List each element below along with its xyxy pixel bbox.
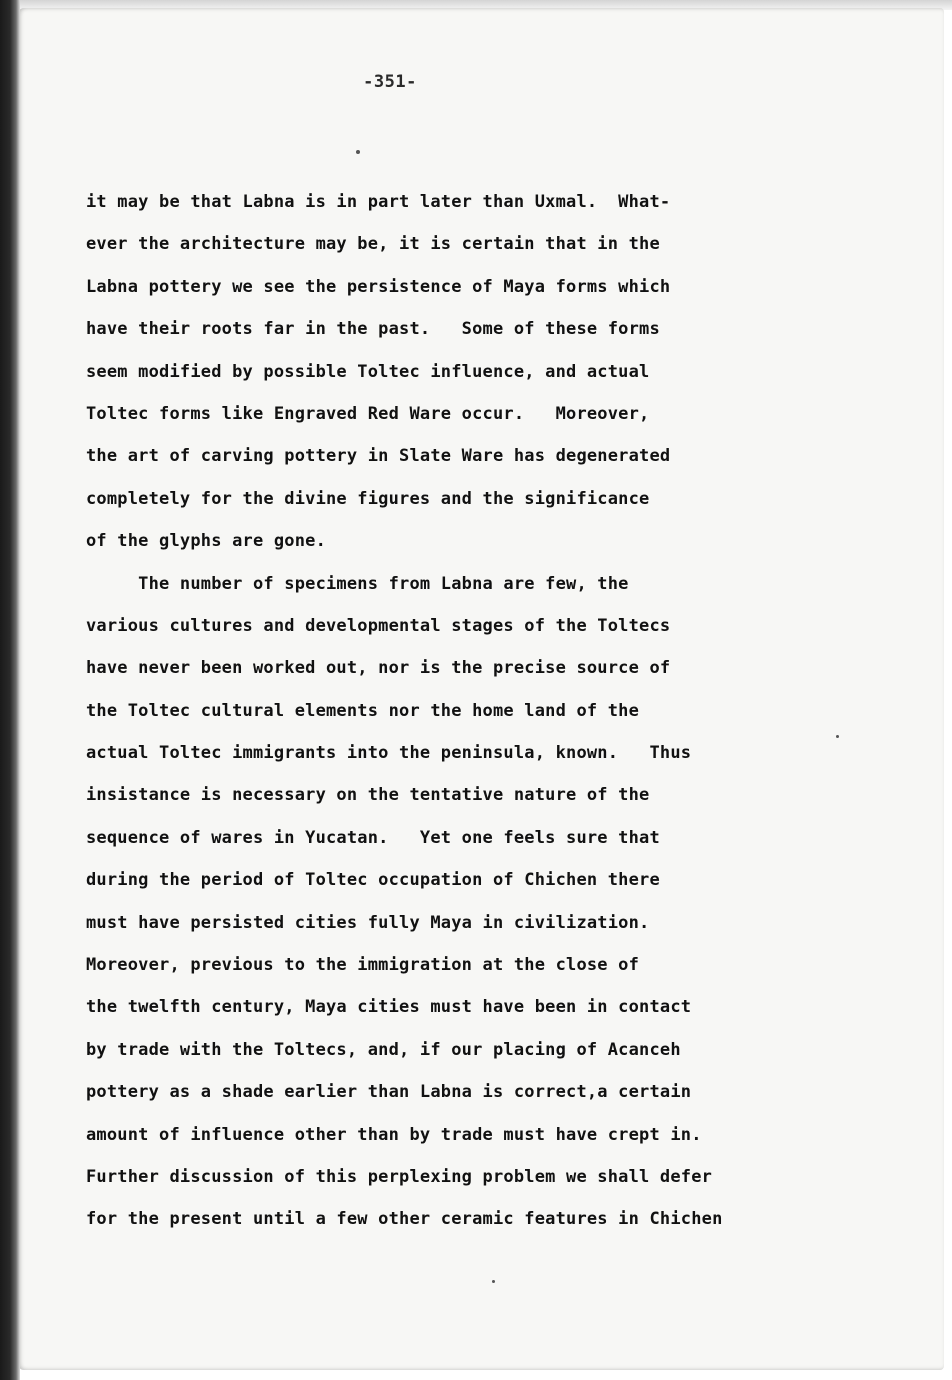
- text-line: Moreover, previous to the immigration at the close of: [86, 955, 640, 976]
- text-line: amount of influence other than by trade must have crept in.: [86, 1124, 702, 1145]
- text-line: Toltec forms like Engraved Red Ware occur. Moreover,: [86, 403, 650, 424]
- text-line: must have persisted cities fully Maya in civilization.: [86, 912, 650, 933]
- text-line: actual Toltec immigrants into the peninsula, known. Thus: [86, 743, 692, 764]
- text-line: the art of carving pottery in Slate Ware has degenerated: [86, 446, 671, 467]
- text-line: insistance is necessary on the tentative nature of the: [86, 785, 650, 806]
- text-line: pottery as a shade earlier than Labna is correct,a certain: [86, 1082, 692, 1103]
- text-line: Further discussion of this perplexing problem we shall defer: [86, 1166, 713, 1187]
- ink-speck: [492, 1280, 495, 1283]
- scan-left-edge: [0, 0, 20, 1380]
- text-line: completely for the divine figures and the significance: [86, 488, 650, 509]
- text-line: the twelfth century, Maya cities must have been in contact: [86, 997, 692, 1018]
- text-line: various cultures and developmental stages of the Toltecs: [86, 615, 671, 636]
- text-line: by trade with the Toltecs, and, if our placing of Acanceh: [86, 1039, 681, 1060]
- text-line: Labna pottery we see the persistence of Maya forms which: [86, 276, 671, 297]
- text-line: it may be that Labna is in part later than Uxmal. What-: [86, 192, 671, 212]
- text-line: the Toltec cultural elements nor the home land of the: [86, 700, 640, 721]
- body-text: [86, 187, 926, 1247]
- text-line: ever the architecture may be, it is certain that in the: [86, 234, 660, 255]
- text-line: The number of specimens from Labna are few, the: [86, 573, 629, 594]
- text-line: sequence of wares in Yucatan. Yet one feels sure that: [86, 827, 660, 848]
- text-line: for the present until a few other ceramic features in Chichen: [86, 1209, 723, 1230]
- text-line: seem modified by possible Toltec influence, and actual: [86, 361, 650, 382]
- ink-speck: [356, 150, 360, 154]
- page-number: -351-: [363, 72, 417, 92]
- text-line: have never been worked out, nor is the precise source of: [86, 658, 671, 679]
- text-line: during the period of Toltec occupation of Chichen there: [86, 870, 660, 891]
- text-line: of the glyphs are gone.: [86, 531, 327, 552]
- text-line: have their roots far in the past. Some of these forms: [86, 319, 660, 340]
